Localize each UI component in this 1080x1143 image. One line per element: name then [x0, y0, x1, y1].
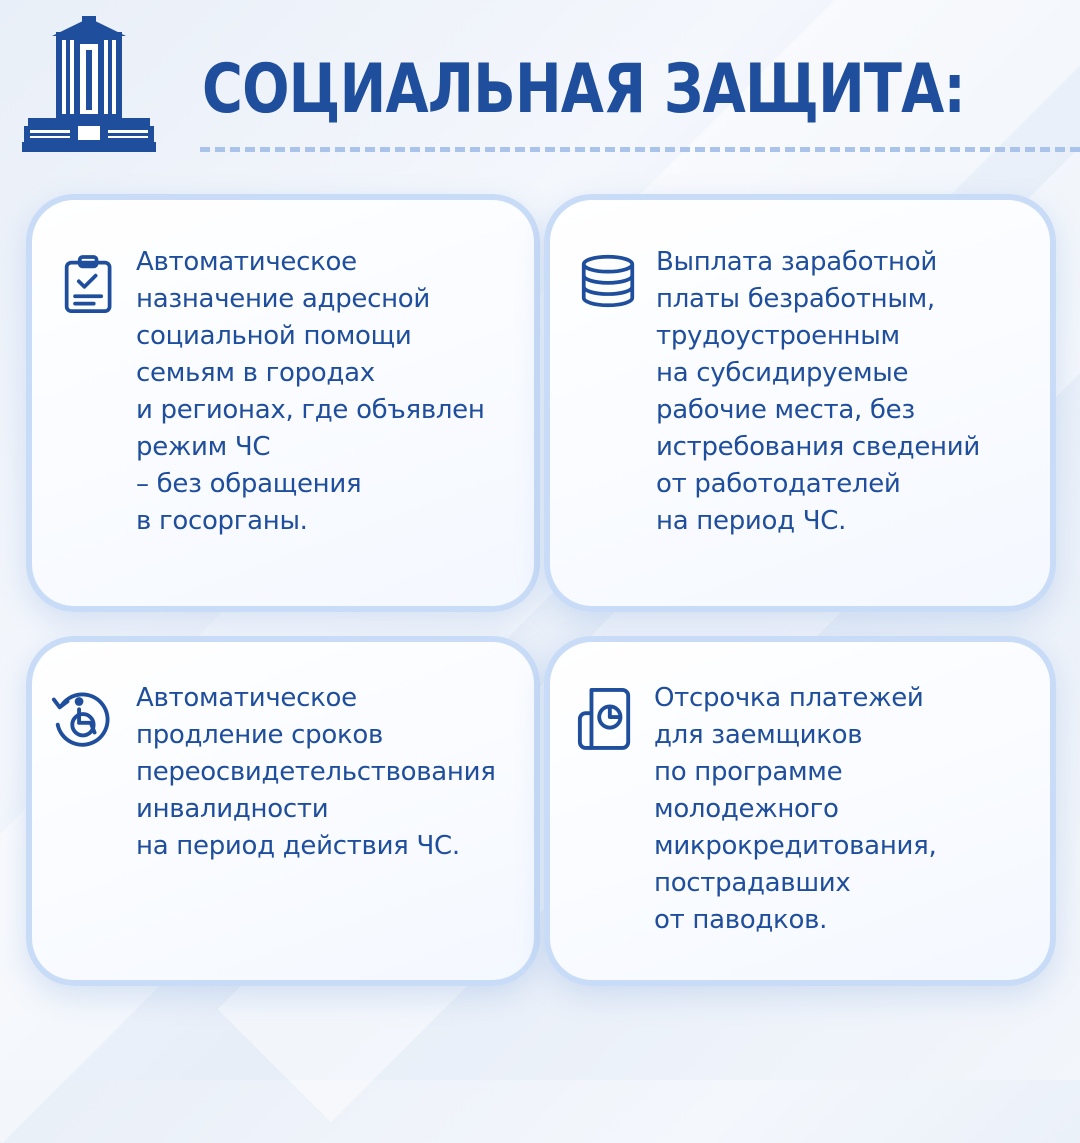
card-text: Автоматическое продление сроков переосвидетельствования инвалидности на период действия ЧС.	[136, 683, 496, 861]
page-title: СОЦИАЛЬНАЯ ЗАЩИТА:	[202, 50, 965, 129]
card-payment-deferral	[544, 636, 1056, 986]
clipboard-check-icon	[62, 254, 118, 316]
card-address-assistance	[26, 194, 540, 612]
card-text: Выплата заработной платы безработным, трудоустроенным на субсидируемые рабочие места, без истребования сведений от работодателей на период ЧС.	[656, 247, 980, 536]
card-text: Автоматическое назначение адресной социальной помощи семьям в городах и регионах, где объявлен режим ЧС – без обращения в госорганы.	[136, 247, 485, 536]
card-salary-payment	[544, 194, 1056, 612]
title-divider	[200, 147, 1080, 152]
government-building-logo	[22, 14, 156, 154]
document-chart-icon	[576, 686, 634, 750]
wheelchair-renew-icon	[50, 686, 112, 748]
card-disability-extension	[26, 636, 540, 986]
coin-stack-icon	[580, 254, 636, 308]
card-text: Отсрочка платежей для заемщиков по программе молодежного микрокредитования, пострадавших от паводков.	[654, 683, 937, 935]
